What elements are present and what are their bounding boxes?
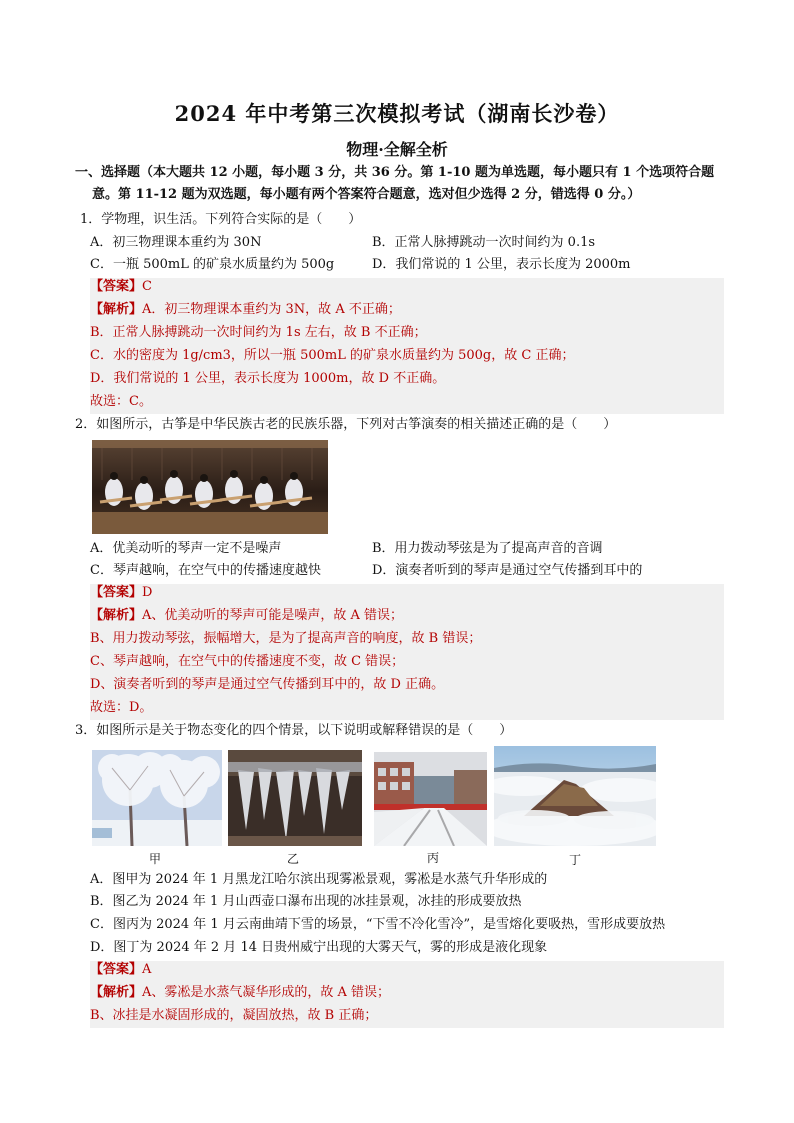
question-2-answer: D bbox=[142, 585, 153, 600]
fog-mountain-image bbox=[494, 746, 656, 846]
question-3-option-b: B．图乙为 2024 年 1 月山西壶口瀑布出现的冰挂景观，冰挂的形成要放热 bbox=[90, 894, 522, 909]
analysis-tag: 【解析】 bbox=[90, 608, 143, 623]
question-2-option-b: B．用力拨动琴弦是为了提高声音的音调 bbox=[372, 541, 603, 556]
question-3-answer-line bbox=[90, 961, 151, 979]
question-1-answer: C bbox=[142, 279, 152, 294]
question-1-analysis-a: A．初三物理课本重约为 3N，故 A 不正确； bbox=[142, 302, 401, 317]
question-2-option-c: C．琴声越响，在空气中的传播速度越快 bbox=[90, 563, 321, 578]
question-1-stem: 1．学物理，识生活。下列符合实际的是（ ） bbox=[80, 212, 362, 227]
question-1-option-d: D．我们常说的 1 公里，表示长度为 2000m bbox=[372, 257, 631, 272]
page-subtitle: 物理·全解全析 bbox=[346, 140, 448, 159]
page-title: 2024 年中考第三次模拟考试（湖南长沙卷） bbox=[174, 101, 620, 126]
question-3-analysis-line bbox=[90, 984, 390, 1002]
rime-trees-image bbox=[92, 750, 222, 846]
answer-tag: 【答案】 bbox=[90, 279, 143, 294]
question-3-analysis-b: B、冰挂是水凝固形成的，凝固放热，故 B 正确； bbox=[90, 1008, 378, 1023]
question-1-option-a: A．初三物理课本重约为 30N bbox=[90, 235, 262, 250]
question-3-answer: A bbox=[142, 962, 152, 977]
caption-jia: 甲 bbox=[149, 852, 162, 866]
answer-tag: 【答案】 bbox=[90, 962, 143, 977]
frozen-waterfall-image bbox=[228, 750, 362, 846]
analysis-tag: 【解析】 bbox=[90, 302, 143, 317]
question-2-analysis-c: C、琴声越响，在空气中的传播速度不变，故 C 错误； bbox=[90, 654, 405, 669]
guzheng-performance-image bbox=[92, 440, 328, 534]
question-1-analysis-c: C．水的密度为 1g/cm3，所以一瓶 500mL 的矿泉水质量约为 500g，故 C 正确； bbox=[90, 348, 575, 363]
question-1-conclusion: 故选：C。 bbox=[90, 394, 152, 409]
caption-ding: 丁 bbox=[569, 853, 582, 867]
question-3-answer-block bbox=[90, 961, 724, 1028]
question-1-answer-line bbox=[90, 278, 152, 296]
question-1-option-c: C．一瓶 500mL 的矿泉水质量约为 500g bbox=[90, 257, 335, 272]
question-2-analysis-b: B、用力拨动琴弦，振幅增大，是为了提高声音的响度，故 B 错误； bbox=[90, 631, 482, 646]
question-1-option-b: B．正常人脉搏跳动一次时间约为 0.1s bbox=[372, 235, 596, 250]
question-3-analysis-a: A、雾凇是水蒸气凝华形成的，故 A 错误； bbox=[142, 985, 391, 1000]
question-2-stem: 2．如图所示，古筝是中华民族古老的民族乐器，下列对古筝演奏的相关描述正确的是（ ） bbox=[75, 417, 617, 432]
section-instructions-line1: 一、选择题（本大题共 12 小题，每小题 3 分，共 36 分。第 1-10 题为单选题，每小题只有 1 个选项符合题 bbox=[75, 165, 715, 180]
question-1-analysis-d: D．我们常说的 1 公里，表示长度为 1000m，故 D 不正确。 bbox=[90, 371, 446, 386]
question-1-answer-block bbox=[90, 278, 724, 414]
question-3-stem: 3．如图所示是关于物态变化的四个情景，以下说明或解释错误的是（ ） bbox=[75, 723, 513, 738]
snowy-street-image bbox=[374, 752, 487, 846]
question-2-answer-block bbox=[90, 584, 724, 720]
question-2-conclusion: 故选：D。 bbox=[90, 700, 153, 715]
answer-tag: 【答案】 bbox=[90, 585, 143, 600]
caption-yi: 乙 bbox=[287, 852, 300, 866]
analysis-tag: 【解析】 bbox=[90, 985, 143, 1000]
question-2-option-d: D．演奏者听到的琴声是通过空气传播到耳中的 bbox=[372, 563, 643, 578]
question-2-answer-line bbox=[90, 584, 152, 602]
question-1-analysis-line bbox=[90, 301, 401, 319]
question-3-option-a: A．图甲为 2024 年 1 月黑龙江哈尔滨出现雾凇景观，雾凇是水蒸气升华形成的 bbox=[90, 872, 548, 887]
question-2-analysis-d: D、演奏者听到的琴声是通过空气传播到耳中的，故 D 正确。 bbox=[90, 677, 445, 692]
question-2-option-a: A．优美动听的琴声一定不是噪声 bbox=[90, 541, 282, 556]
question-3-option-d: D．图丁为 2024 年 2 月 14 日贵州威宁出现的大雾天气，雾的形成是液化现象 bbox=[90, 940, 548, 955]
caption-bing: 丙 bbox=[427, 851, 440, 865]
question-3-option-c: C．图丙为 2024 年 1 月云南曲靖下雪的场景，“下雪不冷化雪冷”，是雪熔化要吸热，雪形成要放热 bbox=[90, 917, 666, 932]
question-2-analysis-line bbox=[90, 607, 403, 625]
section-instructions-line2: 意。第 11-12 题为双选题，每小题有两个答案符合题意，选对但少选得 2 分，错选得 0 分。） bbox=[92, 187, 641, 202]
question-1-analysis-b: B．正常人脉搏跳动一次时间约为 1s 左右，故 B 不正确； bbox=[90, 325, 427, 340]
question-2-analysis-a: A、优美动听的琴声可能是噪声，故 A 错误； bbox=[142, 608, 404, 623]
